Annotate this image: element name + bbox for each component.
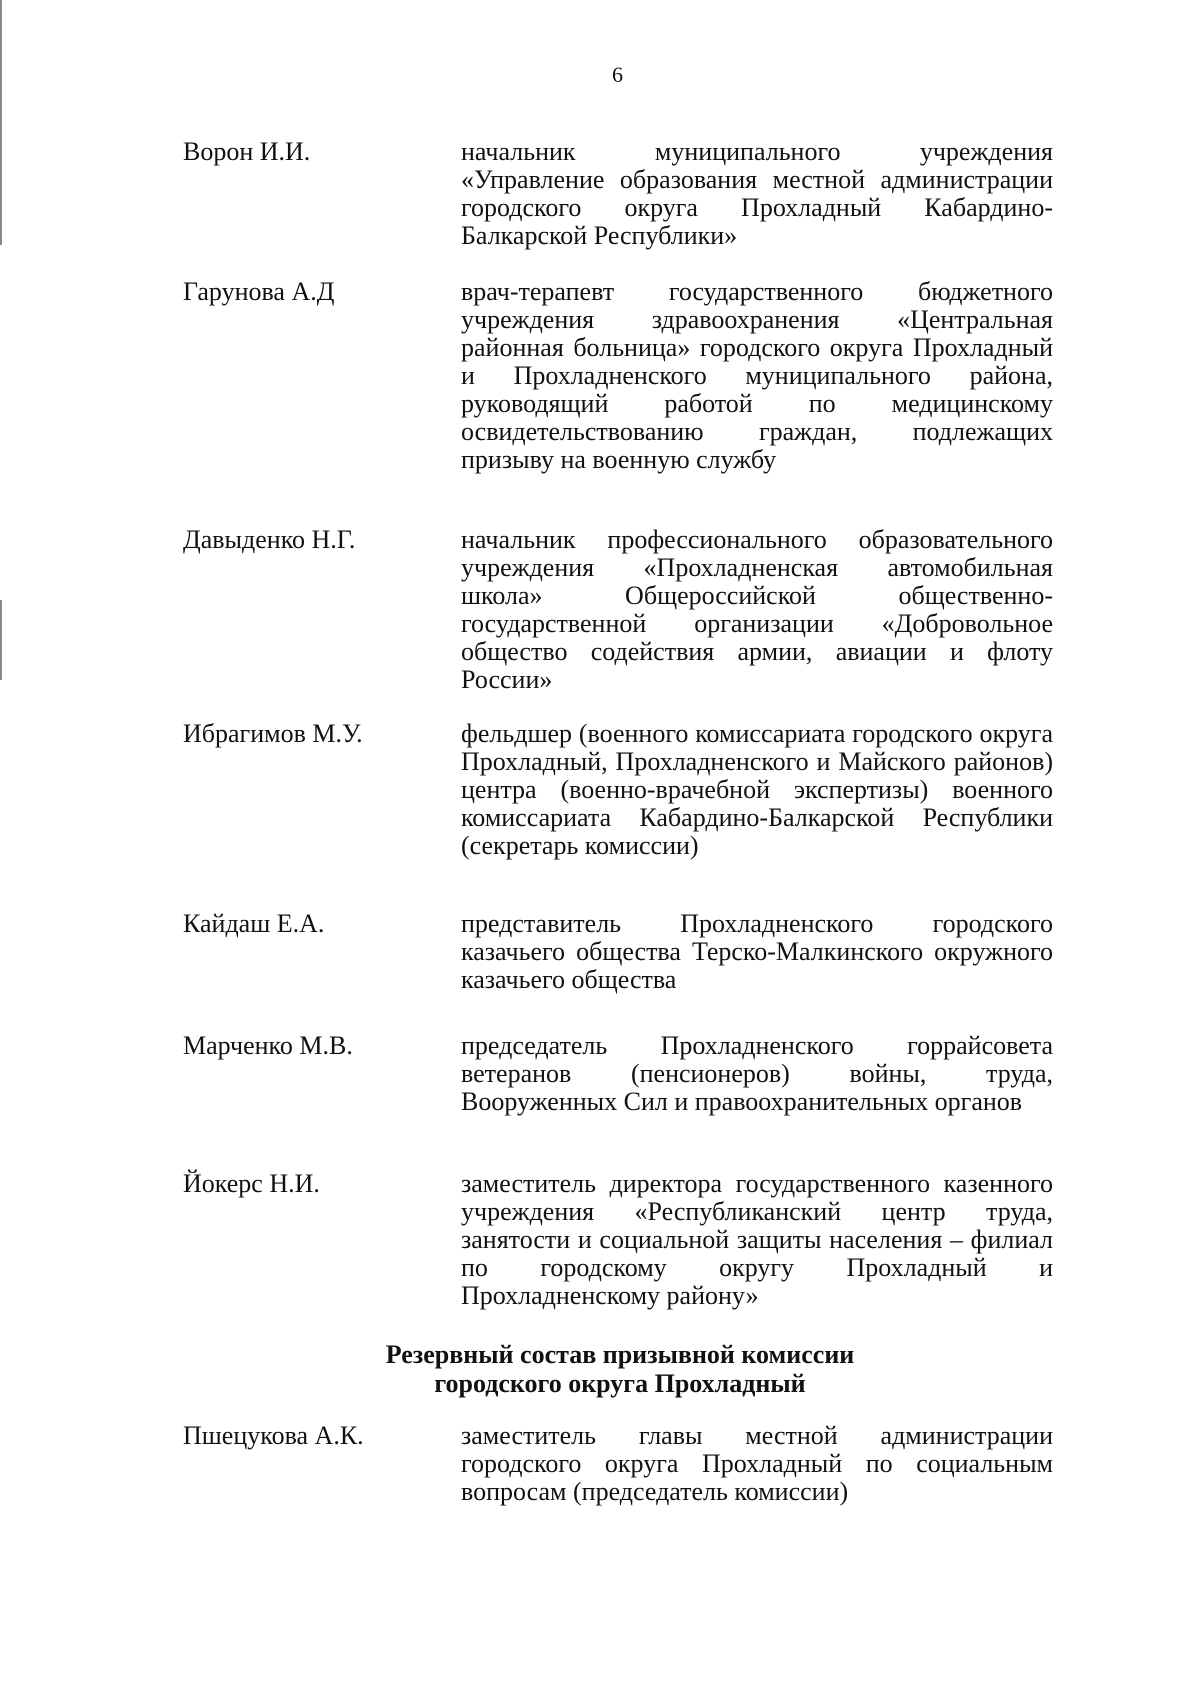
member-position: врач-терапевт государственного бюджетного учреждения здравоохранения «Центральная районная больница» городского округа Прохладный и Прохладненского муниципального района, руководящий работой по медицинскому освидетельствованию граждан, подлежащих призыву на военную службу bbox=[461, 277, 1053, 474]
member-name: Ибрагимов М.У. bbox=[183, 719, 363, 748]
member-name: Кайдаш Е.А. bbox=[183, 909, 325, 938]
member-name: Гарунова А.Д bbox=[183, 277, 335, 306]
member-position: начальник муниципального учреждения «Управление образования местной администрации городского округа Прохладный Кабардино-Балкарской Республики» bbox=[461, 137, 1053, 250]
member-position: заместитель главы местной администрации городского округа Прохладный по социальным вопросам (председатель комиссии) bbox=[461, 1421, 1053, 1506]
member-name: Марченко М.В. bbox=[183, 1031, 353, 1060]
member-position: фельдшер (военного комиссариата городского округа Прохладный, Прохладненского и Майского районов) центра (военно-врачебной экспертизы) военного комиссариата Кабардино-Балкарской Республики (секретарь комиссии) bbox=[461, 719, 1053, 860]
reserve-section-title-line2: городского округа Прохладный bbox=[434, 1369, 806, 1398]
member-name: Йокерс Н.И. bbox=[183, 1169, 320, 1198]
member-name: Давыденко Н.Г. bbox=[183, 525, 356, 554]
scan-edge-mark-middle bbox=[0, 600, 2, 680]
member-position: начальник профессионального образовательного учреждения «Прохладненская автомобильная школа» Общероссийской общественно-государственной организации «Добровольное общество содействия армии, авиации и флоту России» bbox=[461, 525, 1053, 694]
member-position: председатель Прохладненского горрайсовета ветеранов (пенсионеров) войны, труда, Вооруженных Сил и правоохранительных органов bbox=[461, 1031, 1053, 1116]
reserve-section-title-line1: Резервный состав призывной комиссии bbox=[385, 1340, 855, 1369]
member-position: представитель Прохладненского городского казачьего общества Терско-Малкинского окружного казачьего общества bbox=[461, 909, 1053, 994]
page-number: 6 bbox=[612, 62, 623, 87]
member-name: Ворон И.И. bbox=[183, 137, 311, 166]
reserve-section-title bbox=[0, 1340, 1200, 1398]
member-name: Пшецукова А.К. bbox=[183, 1421, 364, 1450]
member-position: заместитель директора государственного казенного учреждения «Республиканский центр труда, занятости и социальной защиты населения – филиал по городскому округу Прохладный и Прохладненскому району» bbox=[461, 1169, 1053, 1310]
scan-edge-mark-top bbox=[0, 0, 2, 245]
